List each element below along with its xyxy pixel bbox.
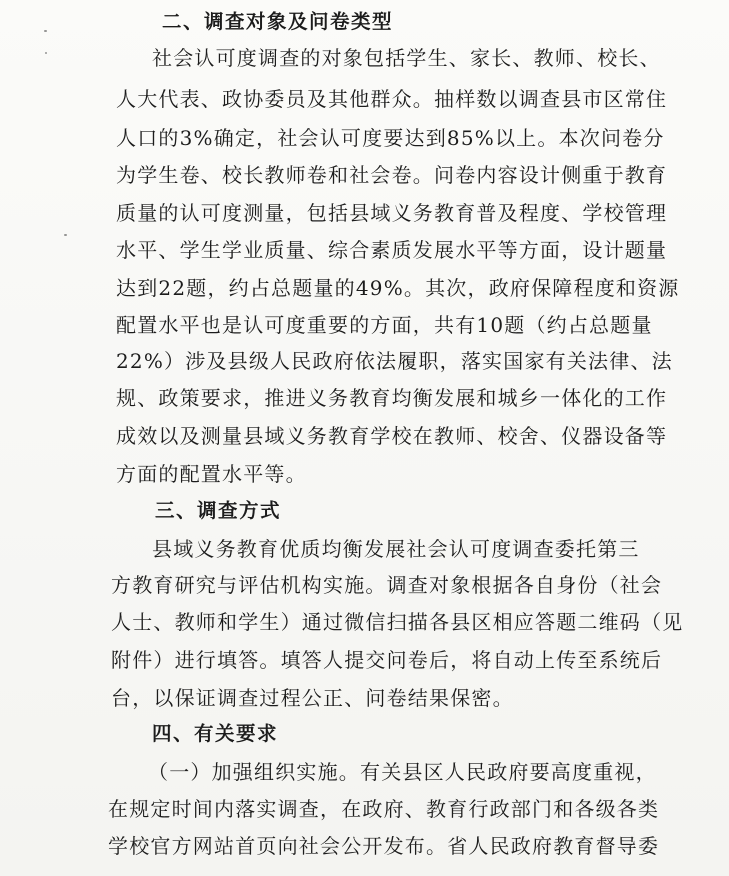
paragraph-line: 达到22题，约占总题量的49%。其次，政府保障程度和资源 <box>116 276 680 300</box>
scan-speck <box>64 234 67 236</box>
section-heading: 四、有关要求 <box>152 722 279 745</box>
paragraph-line: 社会认可度调查的对象包括学生、家长、教师、校长、 <box>152 46 661 70</box>
paragraph-line: 成效以及测量县域义务教育学校在教师、校舍、仪器设备等 <box>116 424 668 448</box>
paragraph-line: 为学生卷、校长教师卷和社会卷。问卷内容设计侧重于教育 <box>116 163 668 187</box>
paragraph-line: 在规定时间内落实调查，在政府、教育行政部门和各级各类 <box>108 797 660 821</box>
section-heading: 三、调查方式 <box>155 499 282 522</box>
paragraph-line: 人口的3%确定，社会认可度要达到85%以上。本次问卷分 <box>116 126 665 150</box>
paragraph-line: 质量的认可度测量，包括县域义务教育普及程度、学校管理 <box>116 201 668 225</box>
paragraph-line: 水平、学生学业质量、综合素质发展水平等方面，设计题量 <box>116 238 668 262</box>
section-heading: 二、调查对象及问卷类型 <box>162 10 394 33</box>
paragraph-line: 方教育研究与评估机构实施。调查对象根据各自身份（社会 <box>111 573 663 597</box>
paragraph-line: （一）加强组织实施。有关县区人民政府要高度重视， <box>148 760 657 784</box>
paragraph-line: 人士、教师和学生）通过微信扫描各县区相应答题二维码（见 <box>111 610 684 634</box>
paragraph-line: 县域义务教育优质均衡发展社会认可度调查委托第三 <box>152 537 640 561</box>
scan-speck <box>44 30 47 32</box>
paragraph-line: 规、政策要求，推进义务教育均衡发展和城乡一体化的工作 <box>116 386 668 410</box>
paragraph-line: 人大代表、政协委员及其他群众。抽样数以调查县市区常住 <box>116 87 668 111</box>
paragraph-line: 方面的配置水平等。 <box>116 462 307 486</box>
paragraph-line: 配置水平也是认可度重要的方面，共有10题（约占总题量 <box>116 313 653 337</box>
paragraph-line: 22%）涉及县级人民政府依法履职，落实国家有关法律、法 <box>116 349 673 373</box>
paragraph-line: 附件）进行填答。填答人提交问卷后，将自动上传至系统后 <box>111 648 663 672</box>
paragraph-line: 台，以保证调查过程公正、问卷结果保密。 <box>111 686 514 710</box>
scan-speck <box>45 52 47 54</box>
paragraph-line: 学校官方网站首页向社会公开发布。省人民政府教育督导委 <box>108 834 660 858</box>
